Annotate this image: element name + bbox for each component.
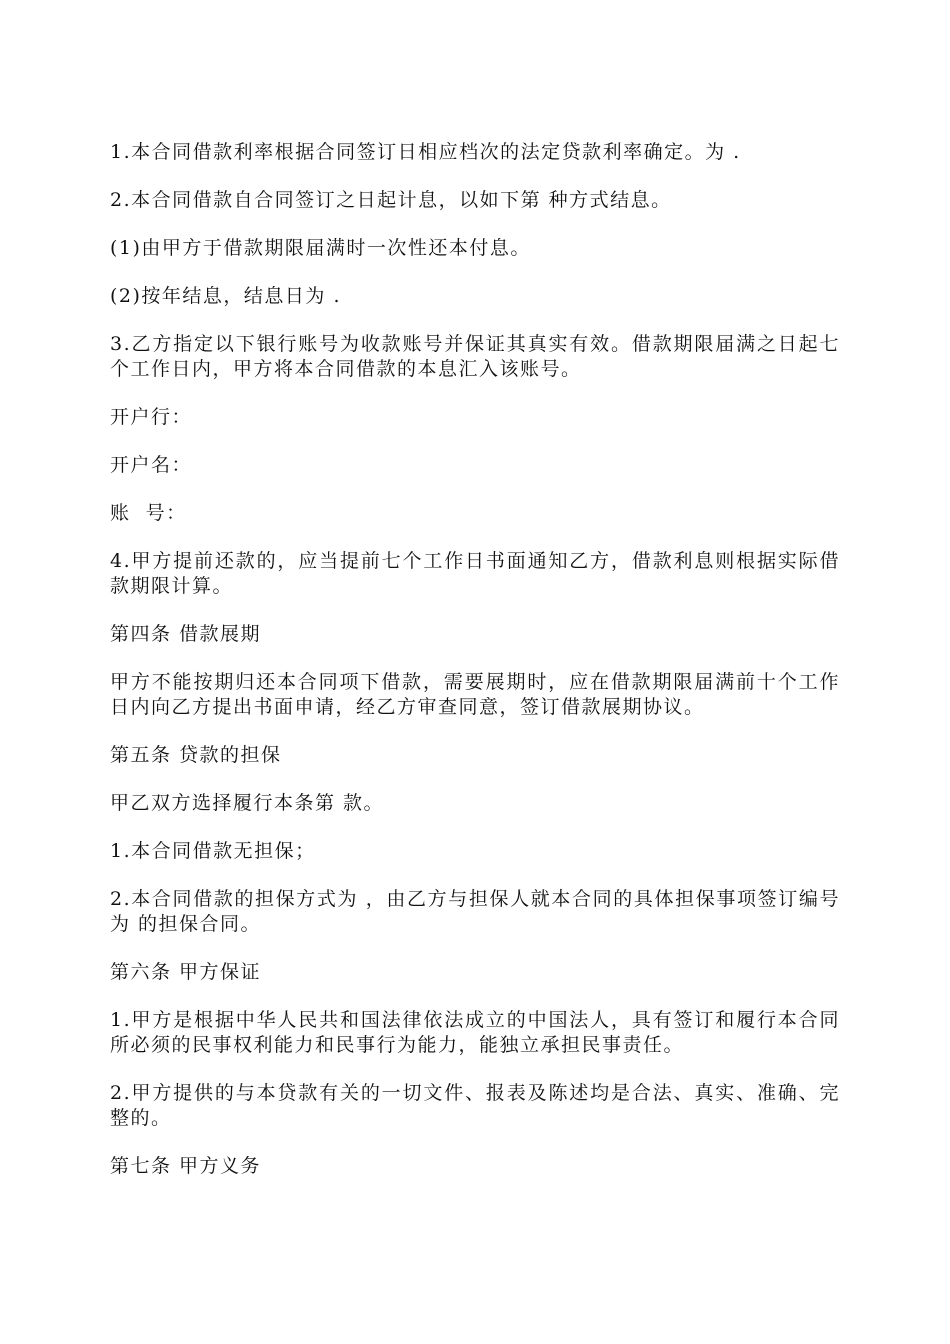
field-account-number: 账 号： bbox=[110, 502, 187, 524]
paragraph-warranty-1: 1.甲方是根据中华人民共和国法律依法成立的中国法人，具有签订和履行本合同所必须的民事权利能力和民事行为能力，能独立承担民事责任。 bbox=[110, 1009, 840, 1056]
paragraph-warranty-2: 2.甲方提供的与本贷款有关的一切文件、报表及陈述均是合法、真实、准确、完整的。 bbox=[110, 1082, 840, 1129]
paragraph-guarantee-choice: 甲乙双方选择履行本条第 款。 bbox=[110, 792, 385, 814]
paragraph-bank-account: 3.乙方指定以下银行账号为收款账号并保证其真实有效。借款期限届满之日起七个工作日内，甲方将本合同借款的本息汇入该账号。 bbox=[110, 333, 840, 380]
paragraph-option-2: (2)按年结息，结息日为 . bbox=[110, 285, 341, 307]
paragraph-option-1: (1)由甲方于借款期限届满时一次性还本付息。 bbox=[110, 237, 531, 259]
paragraph-guarantee-method: 2.本合同借款的担保方式为 ，由乙方与担保人就本合同的具体担保事项签订编号为 的担保合同。 bbox=[110, 888, 840, 935]
field-account-name: 开户名： bbox=[110, 454, 193, 476]
paragraph-no-guarantee: 1.本合同借款无担保； bbox=[110, 840, 316, 862]
paragraph-extension: 甲方不能按期归还本合同项下借款，需要展期时，应在借款期限届满前十个工作日内向乙方提出书面申请，经乙方审查同意，签订借款展期协议。 bbox=[110, 671, 840, 718]
heading-article-7: 第七条 甲方义务 bbox=[110, 1155, 262, 1177]
paragraph-interest-method: 2.本合同借款自合同签订之日起计息，以如下第 种方式结息。 bbox=[110, 189, 672, 211]
paragraph-early-repayment: 4.甲方提前还款的，应当提前七个工作日书面通知乙方，借款利息则根据实际借款期限计算。 bbox=[110, 550, 840, 597]
document-body bbox=[110, 140, 840, 1202]
heading-article-4: 第四条 借款展期 bbox=[110, 623, 262, 645]
field-bank-name: 开户行： bbox=[110, 406, 193, 428]
paragraph-interest-rate: 1.本合同借款利率根据合同签订日相应档次的法定贷款利率确定。为 . bbox=[110, 141, 741, 163]
heading-article-5: 第五条 贷款的担保 bbox=[110, 744, 282, 766]
heading-article-6: 第六条 甲方保证 bbox=[110, 961, 262, 983]
